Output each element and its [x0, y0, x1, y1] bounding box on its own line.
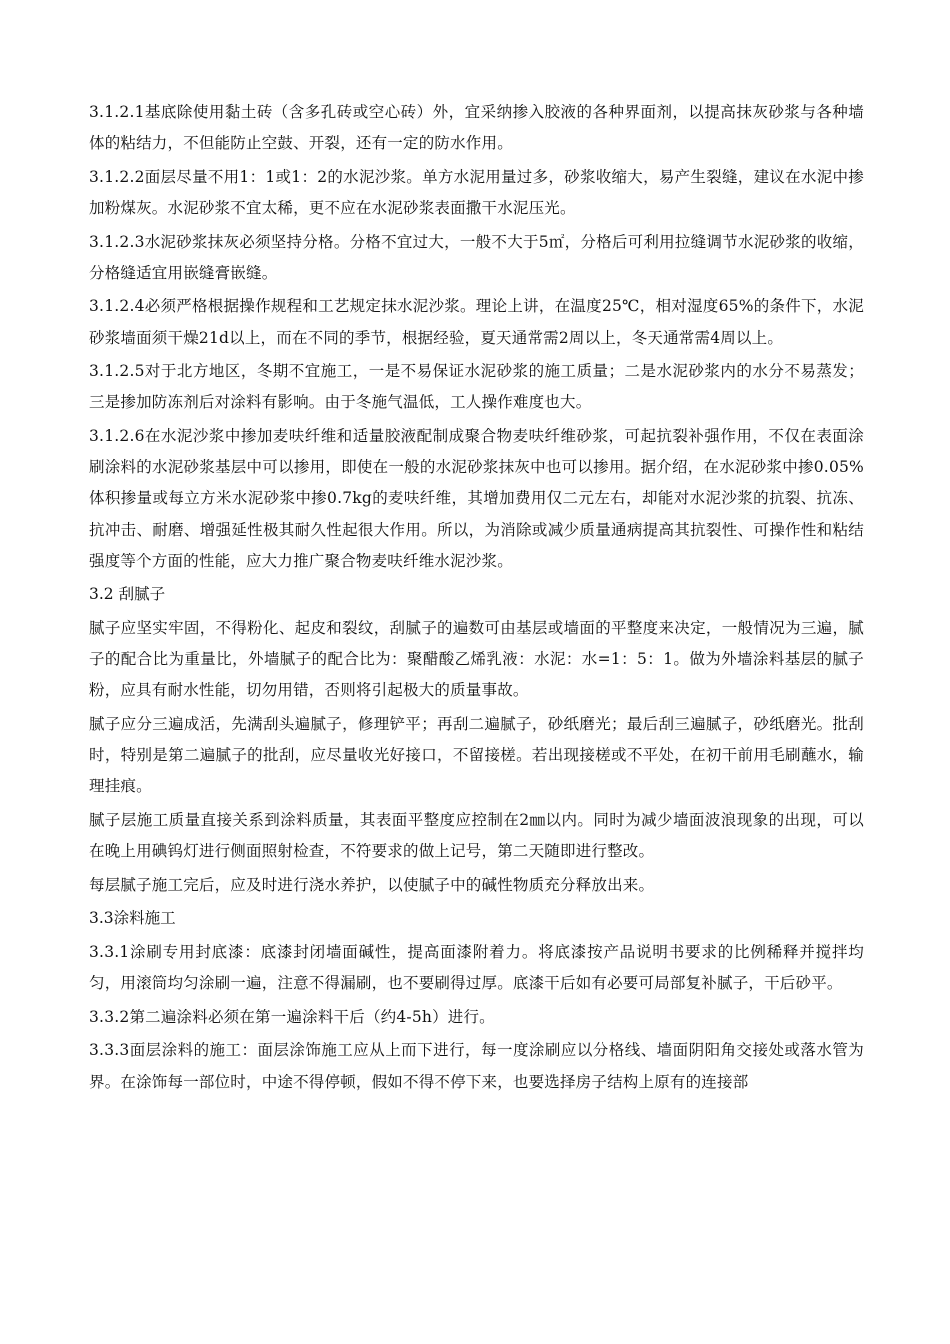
paragraph-3-1-2-2: 3.1.2.2面层尽量不用1：1或1：2的水泥沙浆。单方水泥用量过多，砂浆收缩大，易产生裂缝，建议在水泥中掺加粉煤灰。水泥砂浆不宜太稀，更不应在水泥砂浆表面撒干水泥压光。: [89, 167, 864, 217]
paragraph-putty-curing: 每层腻子施工完后，应及时进行浇水养护，以使腻子中的碱性物质充分释放出来。: [89, 875, 655, 894]
paragraph-putty-requirements: 腻子应坚实牢固，不得粉化、起皮和裂纹，刮腻子的遍数可由基层或墙面的平整度来决定，一般情况为三遍，腻子的配合比为重量比，外墙腻子的配合比为：聚醋酸乙烯乳液：水泥：水=1：5：1。做为外墙涂料基层的腻子粉，应具有耐水性能，切勿用错，否则将引起极大的质量事故。: [89, 618, 864, 700]
paragraph-3-1-2-1: 3.1.2.1基底除使用黏土砖（含多孔砖或空心砖）外，宜采纳掺入胶液的各种界面剂，以提高抹灰砂浆与各种墙体的粘结力，不但能防止空鼓、开裂，还有一定的防水作用。: [89, 103, 864, 153]
paragraph-3-3-1: 3.3.1涂刷专用封底漆：底漆封闭墙面碱性，提高面漆附着力。将底漆按产品说明书要求的比例稀释并搅拌均匀，用滚筒均匀涂刷一遍，注意不得漏刷，也不要刷得过厚。底漆干后如有必要可局部复补腻子，干后砂平。: [89, 942, 864, 993]
document-body: [89, 97, 864, 1100]
paragraph-3-3-2: 3.3.2第二遍涂料必须在第一遍涂料干后（约4-5h）进行。: [89, 1007, 495, 1026]
paragraph-3-1-2-6: 3.1.2.6在水泥沙浆中掺加麦呋纤维和适量胶液配制成聚合物麦呋纤维砂浆，可起抗裂补强作用，不仅在表面涂刷涂料的水泥砂浆基层中可以掺用，即使在一般的水泥砂浆抹灰中也可以掺用。据介绍，在水泥砂浆中掺0.05%体积掺量或每立方米水泥砂浆中掺0.7kg的麦呋纤维，其增加费用仅二元左右，却能对水泥沙浆的抗裂、抗冻、抗冲击、耐磨、增强延性极其耐久性起很大作用。所以，为消除或减少质量通病提高其抗裂性、可操作性和粘结强度等个方面的性能，应大力推广聚合物麦呋纤维水泥沙浆。: [89, 426, 864, 570]
paragraph-putty-three-coats: 腻子应分三遍成活，先满刮头遍腻子，修理铲平；再刮二遍腻子，砂纸磨光；最后刮三遍腻子，砂纸磨光。批刮时，特别是第二遍腻子的批刮，应尽量收光好接口，不留接槎。若出现接槎或不平处，在初干前用毛刷蘸水，输理挂痕。: [89, 714, 864, 796]
paragraph-3-1-2-3: 3.1.2.3水泥砂浆抹灰必须坚持分格。分格不宜过大，一般不大于5㎡，分格后可利用拉缝调节水泥砂浆的收缩，分格缝适宜用嵌缝膏嵌缝。: [89, 232, 864, 282]
section-heading-3-3: 3.3涂料施工: [89, 909, 176, 928]
paragraph-putty-quality: 腻子层施工质量直接关系到涂料质量，其表面平整度应控制在2㎜以内。同时为减少墙面波浪现象的出现，可以在晚上用碘钨灯进行侧面照射检查，不符要求的做上记号，第二天随即进行整改。: [89, 810, 864, 861]
paragraph-3-1-2-5: 3.1.2.5对于北方地区，冬期不宜施工，一是不易保证水泥砂浆的施工质量；二是水泥砂浆内的水分不易蒸发；三是掺加防冻剂后对涂料有影响。由于冬施气温低，工人操作难度也大。: [89, 362, 864, 412]
section-heading-3-2: 3.2 刮腻子: [89, 585, 166, 604]
paragraph-3-3-3: 3.3.3面层涂料的施工：面层涂饰施工应从上而下进行，每一度涂刷应以分格线、墙面阴阳角交接处或落水管为界。在涂饰每一部位时，中途不得停顿，假如不得不停下来，也要选择房子结构上原有的连接部: [89, 1041, 864, 1091]
paragraph-3-1-2-4: 3.1.2.4必须严格根据操作规程和工艺规定抹水泥沙浆。理论上讲，在温度25℃，相对湿度65%的条件下，水泥砂浆墙面须干燥21d以上，而在不同的季节，根据经验，夏天通常需2周以上，冬天通常需4周以上。: [89, 297, 864, 347]
